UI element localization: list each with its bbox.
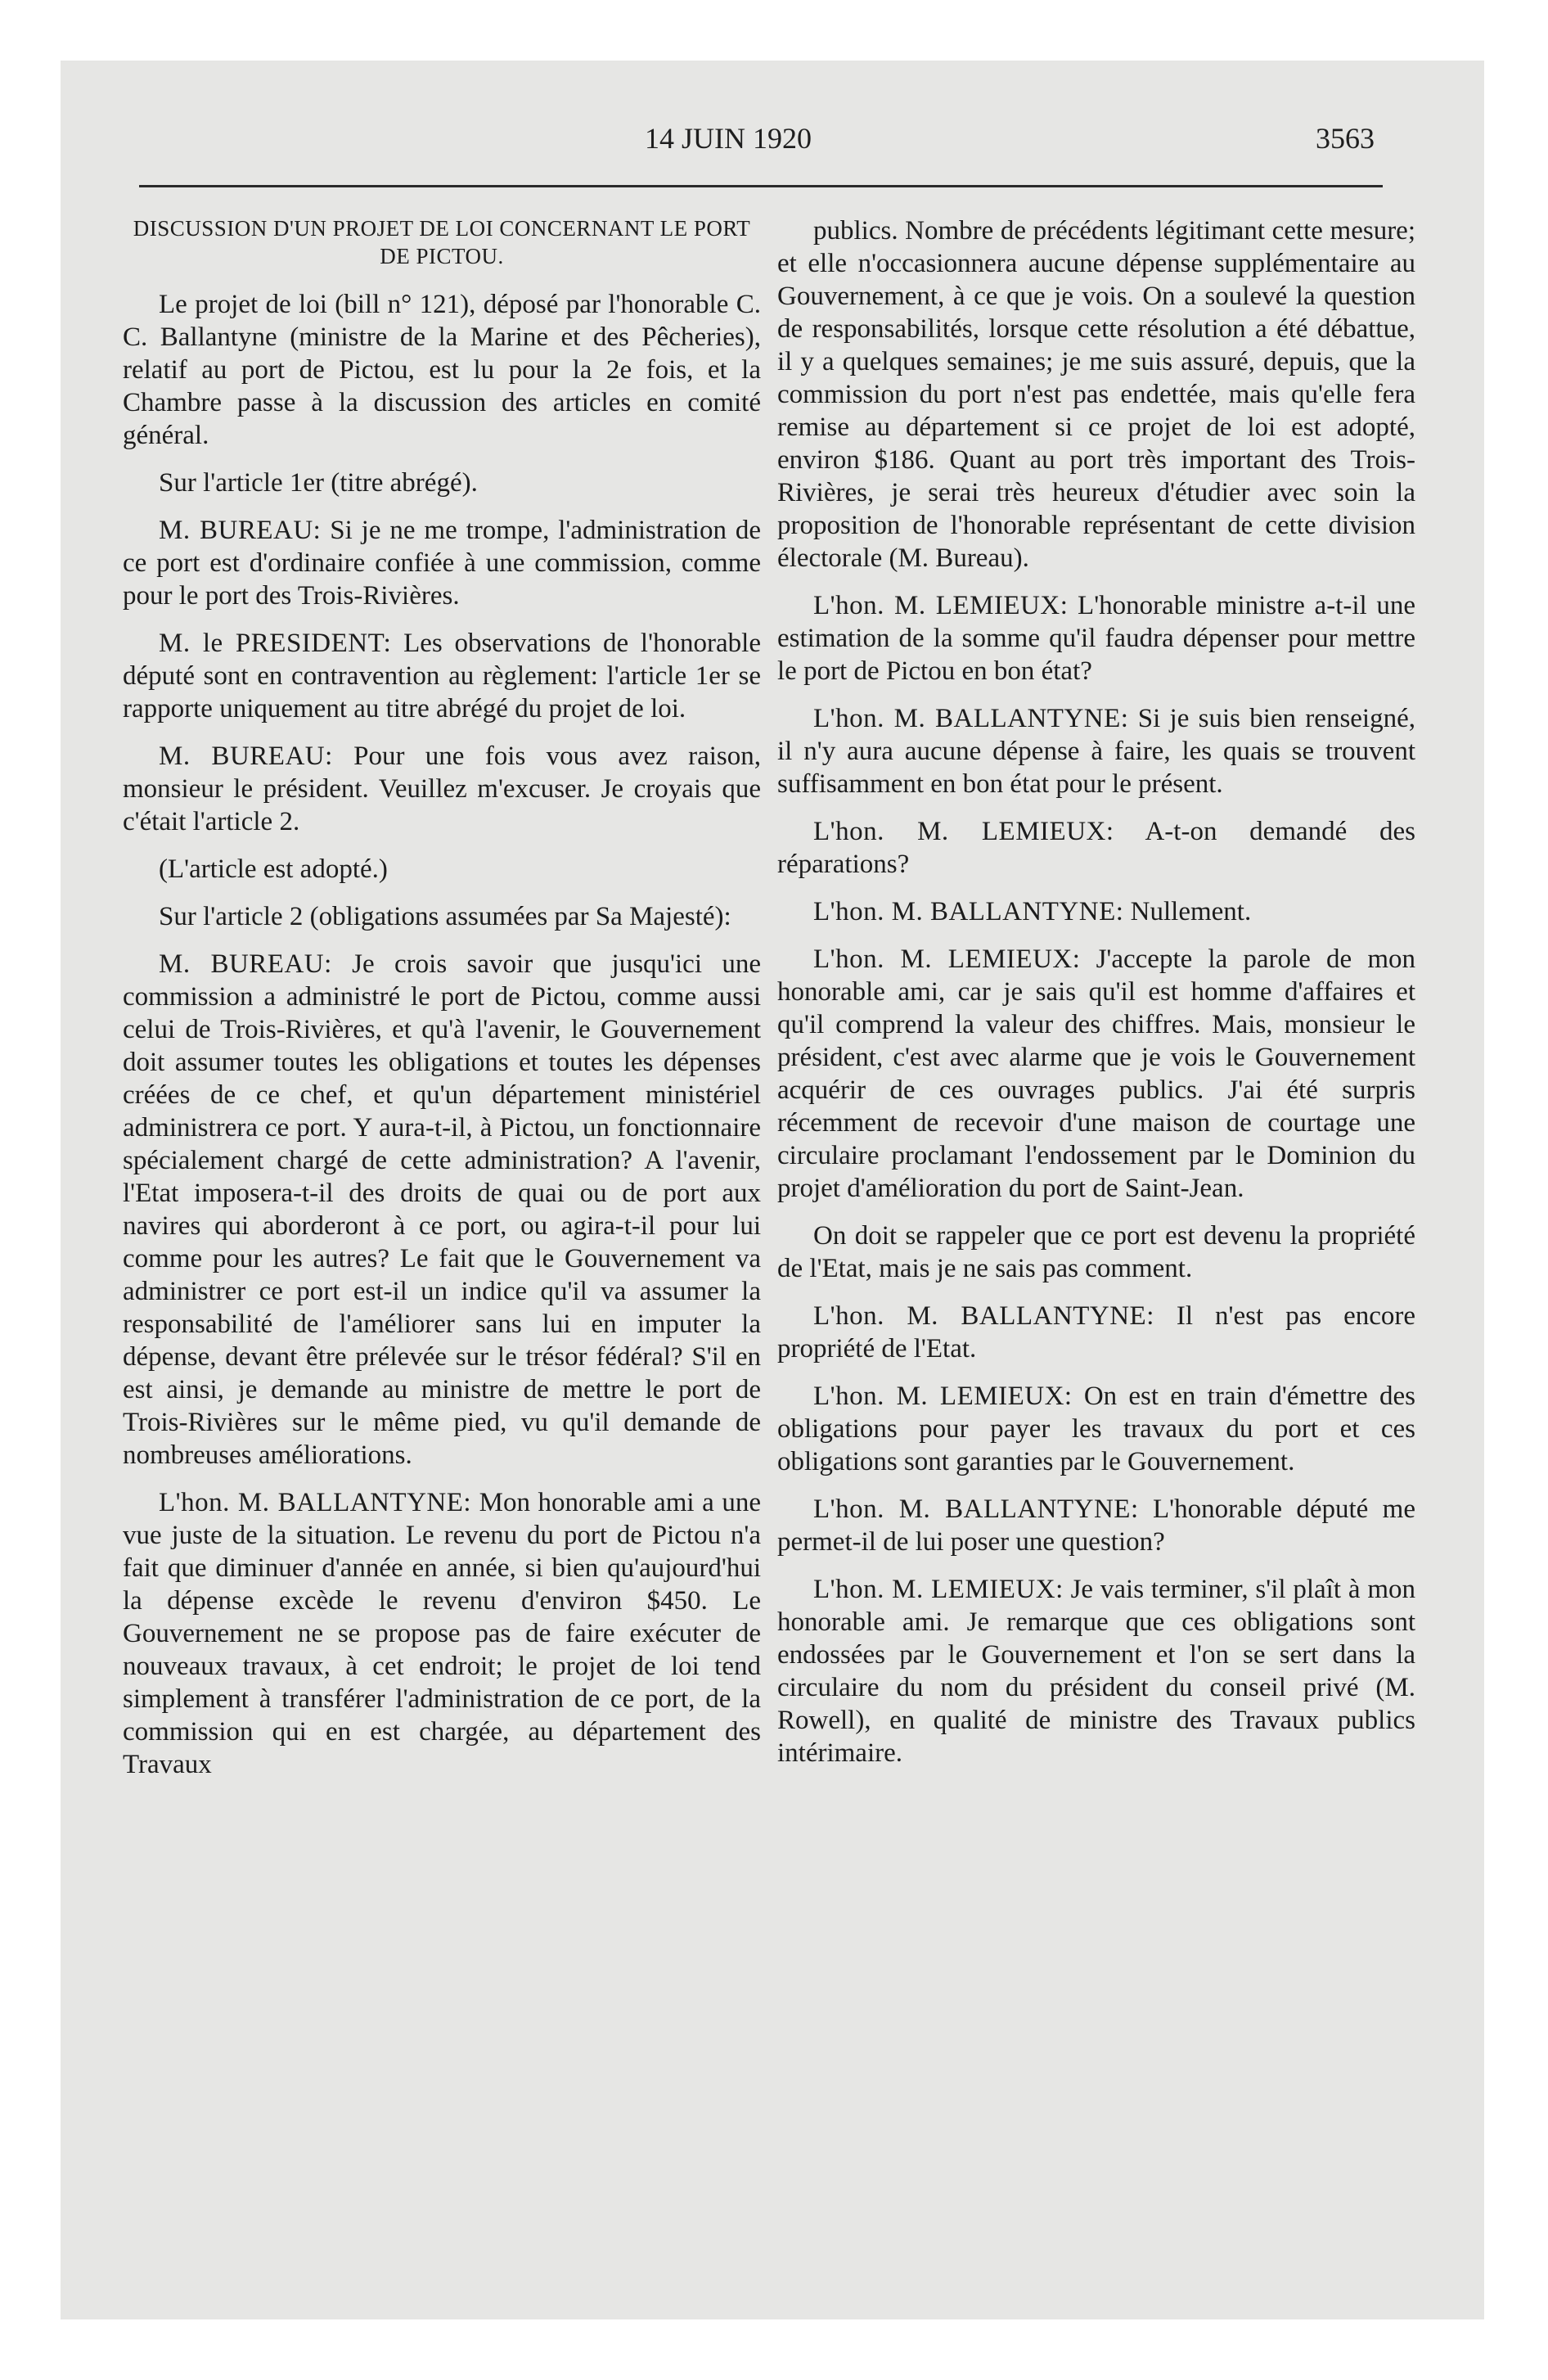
speaker-name: M. BUREAU:	[159, 949, 332, 979]
paragraph-text: L'honorable député me permet-il de lui poser une question?	[777, 1494, 1415, 1557]
paragraph-text: Il n'est pas encore propriété de l'Etat.	[777, 1301, 1416, 1364]
paragraph	[777, 1493, 1415, 1558]
paragraph-text: Sur l'article 2 (obligations assumées par Sa Majesté):	[159, 902, 731, 931]
paragraph-text: On est en train d'émettre des obligations pour payer les travaux du port et ces obligations sont garanties par le Gouvernement.	[777, 1382, 1415, 1476]
speaker-name: L'hon. M. LEMIEUX:	[813, 591, 1069, 620]
paragraph	[123, 853, 761, 886]
speaker-name: L'hon. M. LEMIEUX:	[813, 1575, 1064, 1604]
section-heading: DISCUSSION D'UN PROJET DE LOI CONCERNANT LE PORT DE PICTOU.	[133, 216, 751, 268]
header-rule	[139, 185, 1383, 187]
speaker-name: L'hon. M. BALLANTYNE:	[813, 1301, 1154, 1331]
left-paragraphs	[123, 288, 761, 1781]
speaker-name: L'hon. M. BALLANTYNE:	[813, 897, 1124, 926]
paragraph	[123, 1486, 761, 1781]
left-column	[123, 214, 761, 1796]
paragraph-text: Pour une fois vous avez raison, monsieur le président. Veuillez m'excuser. Je croyais que c'était l'article 2.	[123, 741, 762, 836]
paragraph	[123, 288, 761, 452]
paragraph	[123, 900, 761, 933]
speaker-name: M. BUREAU:	[159, 741, 333, 771]
paragraph-text: Le projet de loi (bill n° 121), déposé par l'honorable C. C. Ballantyne (ministre de la Marine et des Pêcheries), relatif au port de Pictou, est lu pour la 2e fois, et la Chambre passe à la discussion des articles en comité général.	[123, 290, 761, 450]
page-header	[82, 121, 1375, 162]
paragraph	[777, 1219, 1415, 1285]
paragraph-text: Je crois savoir que jusqu'ici une commission a administré le port de Pictou, comme aussi celui de Trois-Rivières, et qu'à l'avenir, le Gouvernement doit assumer toutes les obligations et toutes les dépenses créées de ce chef, et qu'un département ministériel administrera ce port. Y aura-t-il, à Pictou, un fonctionnaire spécialement chargé de cette administration? A l'avenir, l'Etat imposera-t-il des droits de quai ou de port aux navires qui aborderont à ce port, ou agira-t-il pour lui comme pour les autres? Le fait que le Gouvernement va administrer ce port est-il un indice qu'il va assumer la responsabilité de l'améliorer sans lui en imputer la dépense, devant être prélevée sur le trésor fédéral? S'il en est ainsi, je demande au ministre de mettre le port de Trois-Rivières sur le même pied, vu qu'il demande de nombreuses améliorations.	[123, 949, 761, 1470]
paragraph-text: Sur l'article 1er (titre abrégé).	[159, 468, 478, 498]
right-paragraphs	[777, 214, 1415, 1769]
paragraph	[777, 815, 1415, 881]
speaker-name: L'hon. M. LEMIEUX:	[813, 817, 1114, 846]
paragraph-text: (L'article est adopté.)	[159, 854, 388, 884]
paragraph	[777, 943, 1415, 1205]
paragraph-text: Les observations de l'honorable député sont en contravention au règlement: l'article 1er se rapporte uniquement au titre abrégé du projet de loi.	[123, 629, 762, 723]
paragraph-text: Nullement.	[1130, 897, 1252, 926]
paragraph	[123, 514, 761, 612]
header-date: 14 JUIN 1920	[645, 122, 812, 155]
paragraph-text: J'accepte la parole de mon honorable ami, car je sais qu'il est homme d'affaires et qu'il comprend la valeur des chiffres. Mais, monsieur le président, c'est avec alarme que je vois le Gouvernement acquérir de ces ouvrages publics. J'ai été surpris récemment de recevoir d'une maison de courtage une circulaire proclamant l'endossement par le Dominion du projet d'amélioration du port de Saint-Jean.	[777, 944, 1415, 1203]
paragraph-text: Je vais terminer, s'il plaît à mon honorable ami. Je remarque que ces obligations sont endossées par le Gouvernement et l'on se sert dans la circulaire du nom du président du conseil privé (M. Rowell), en qualité de ministre des Travaux publics intérimaire.	[777, 1575, 1415, 1768]
paragraph	[123, 948, 761, 1472]
speaker-name: M. BUREAU:	[159, 516, 322, 545]
paragraph	[777, 1573, 1415, 1769]
speaker-name: L'hon. M. BALLANTYNE:	[813, 704, 1129, 733]
paragraph-text: L'honorable ministre a-t-il une estimation de la somme qu'il faudra dépenser pour mettre le port de Pictou en bon état?	[777, 591, 1415, 686]
paragraph	[777, 1380, 1415, 1478]
right-column	[777, 214, 1415, 1784]
speaker-name: L'hon. M. LEMIEUX:	[813, 944, 1081, 974]
paragraph-text: Si je ne me trompe, l'administration de ce port est d'ordinaire confiée à une commission, comme pour le port des Trois-Rivières.	[123, 516, 762, 611]
speaker-name: M. le PRESIDENT:	[159, 629, 392, 658]
paragraph	[777, 589, 1415, 687]
paragraph	[777, 702, 1415, 800]
speaker-name: L'hon. M. BALLANTYNE:	[159, 1488, 472, 1517]
paragraph-text: On doit se rappeler que ce port est devenu la propriété de l'Etat, mais je ne sais pas comment.	[777, 1221, 1415, 1283]
paragraph	[777, 1300, 1415, 1365]
speaker-name: L'hon. M. BALLANTYNE:	[813, 1494, 1139, 1524]
speaker-name: L'hon. M. LEMIEUX:	[813, 1382, 1073, 1411]
paragraph-text: publics. Nombre de précédents légitimant cette mesure; et elle n'occasionnera aucune dépense supplémentaire au Gouvernement, à ce que je vois. On a soulevé la question de responsabilités, lorsque cette résolution a été débattue, il y a quelques semaines; je me suis assuré, depuis, que la commission du port n'est pas endettée, mais qu'elle fera remise au département si ce projet de loi est adopté, environ $186. Quant au port très important des Trois-Rivières, je serai très heureux d'étudier avec soin la proposition de l'honorable représentant de cette division électorale (M. Bureau).	[777, 216, 1415, 573]
paragraph	[777, 895, 1415, 928]
paragraph-text: Mon honorable ami a une vue juste de la situation. Le revenu du port de Pictou n'a fait que diminuer d'année en année, si bien qu'aujourd'hui la dépense excède le revenu d'environ $450. Le Gouvernement ne se propose pas de faire exécuter de nouveaux travaux, à cet endroit; le projet de loi tend simplement à transférer l'administration de ce port, de la commission qui en est chargée, au département des Travaux	[123, 1488, 761, 1779]
paragraph	[123, 627, 761, 725]
paragraph-text: Si je suis bien renseigné, il n'y aura aucune dépense à faire, les quais se trouvent suffisamment en bon état pour le présent.	[777, 704, 1416, 799]
paragraph	[777, 214, 1415, 575]
paragraph-text: A-t-on demandé des réparations?	[777, 817, 1416, 879]
paragraph	[123, 740, 761, 838]
paragraph	[123, 467, 761, 499]
page-number: 3563	[1316, 122, 1375, 155]
